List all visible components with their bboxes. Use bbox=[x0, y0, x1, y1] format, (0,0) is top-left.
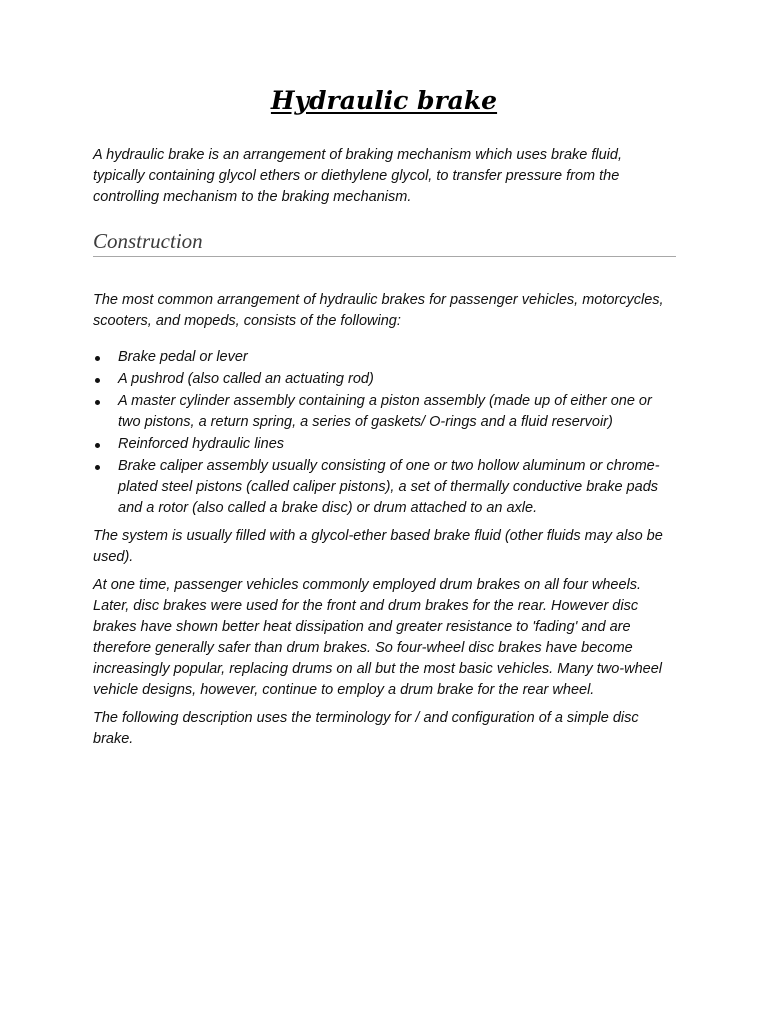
list-item-text: Brake caliper assembly usually consisting of one or two hollow aluminum or chrome-plated steel pistons (called caliper pistons), a set of thermally conductive brake pads and a rotor (also called a brake disc) or drum attached to an axle. bbox=[118, 458, 660, 516]
list-item bbox=[93, 347, 676, 368]
list-item-text: A master cylinder assembly containing a piston assembly (made up of either one or two pistons, a return spring, a series of gaskets/ O-rings and a fluid reservoir) bbox=[118, 393, 652, 430]
list-item bbox=[93, 456, 676, 519]
bullet-icon bbox=[95, 465, 100, 470]
terminology-paragraph: The following description uses the terminology for / and configuration of a simple disc brake. bbox=[93, 710, 639, 747]
list-item bbox=[93, 434, 676, 455]
section-heading-construction: Construction bbox=[93, 227, 676, 257]
drum-disc-paragraph: At one time, passenger vehicles commonly employed drum brakes on all four wheels. Later, disc brakes were used for the front and drum brakes for the rear. However disc brakes have shown better heat dissipation and greater resistance to 'fading' and are therefore generally safer than drum brakes. So four-wheel disc brakes have become increasingly popular, replacing drums on all but the most basic vehicles. Many two-wheel vehicle designs, however, continue to employ a drum brake for the rear wheel. bbox=[93, 577, 663, 698]
document-body bbox=[93, 145, 676, 757]
list-item bbox=[93, 369, 676, 390]
bullet-icon bbox=[95, 356, 100, 361]
list-intro-paragraph: The most common arrangement of hydraulic brakes for passenger vehicles, motorcycles, scooters, and mopeds, consists of the following: bbox=[93, 292, 664, 329]
bullet-icon bbox=[95, 400, 100, 405]
fluid-paragraph: The system is usually filled with a glycol-ether based brake fluid (other fluids may also be used). bbox=[93, 528, 663, 565]
list-item bbox=[93, 391, 676, 433]
list-item-text: A pushrod (also called an actuating rod) bbox=[118, 371, 374, 387]
bullet-icon bbox=[95, 443, 100, 448]
document-title: Hydraulic brake bbox=[270, 86, 498, 115]
list-item-text: Reinforced hydraulic lines bbox=[118, 436, 285, 452]
list-item-text: Brake pedal or lever bbox=[118, 349, 248, 365]
bullet-icon bbox=[95, 378, 100, 383]
intro-paragraph: A hydraulic brake is an arrangement of braking mechanism which uses brake fluid, typically containing glycol ethers or diethylene glycol, to transfer pressure from the controlling mechanism to the braking mechanism. bbox=[93, 147, 622, 205]
component-list bbox=[93, 347, 676, 519]
